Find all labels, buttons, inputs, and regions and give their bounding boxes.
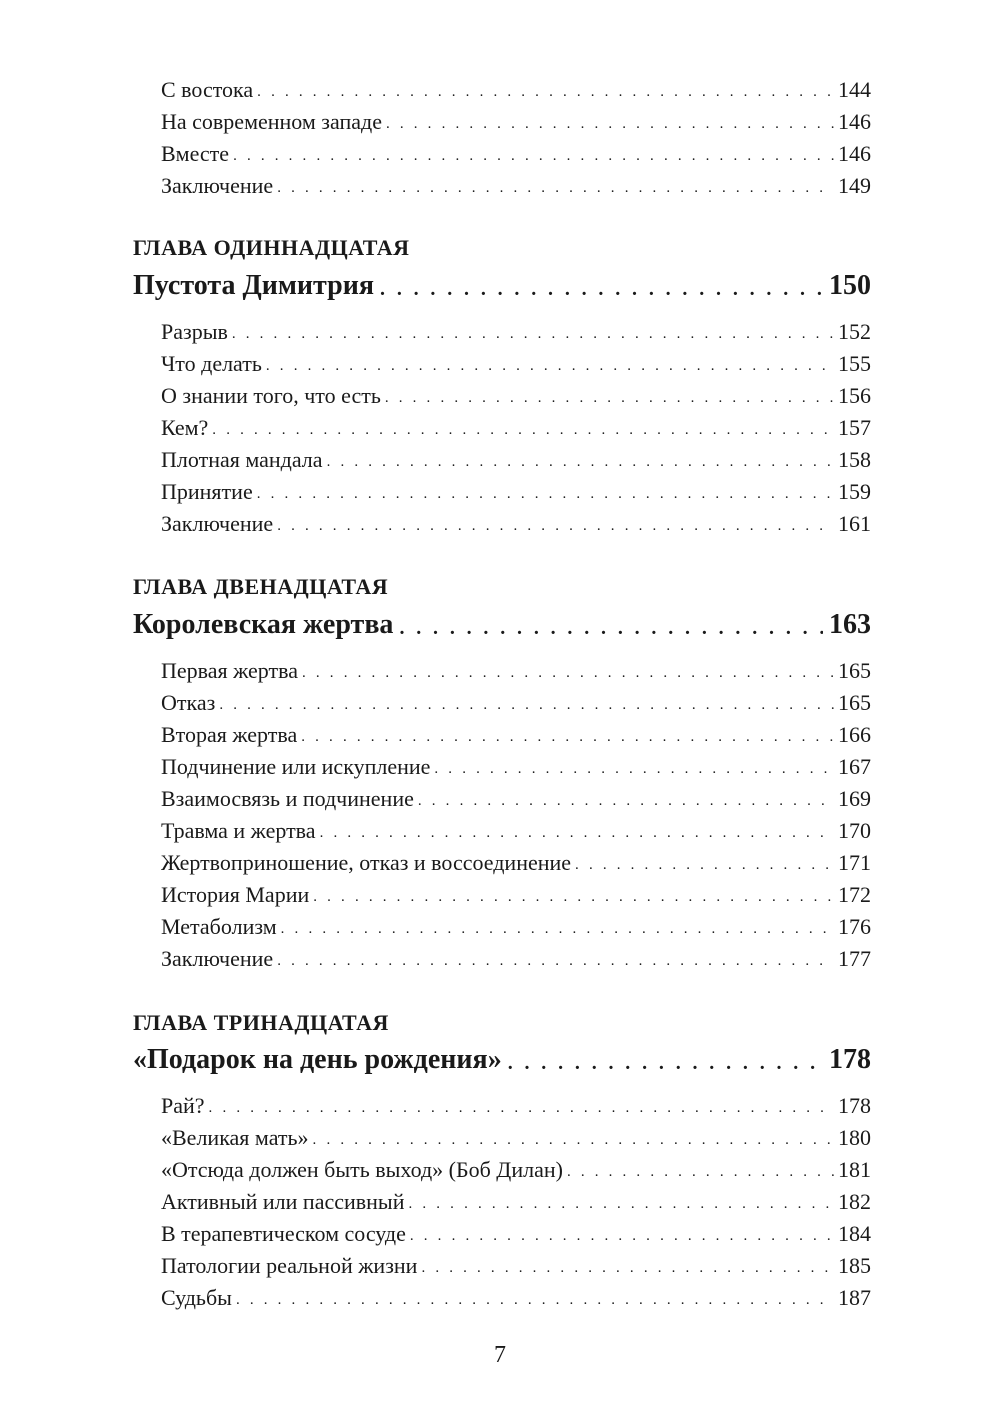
entry-page: 158 <box>838 447 871 472</box>
toc-entry[interactable] <box>161 1122 871 1154</box>
toc-entry[interactable] <box>161 380 871 412</box>
toc-entry[interactable] <box>161 1218 871 1250</box>
entry-page: 172 <box>838 882 871 907</box>
dot-leader <box>567 1158 834 1186</box>
entry-title: Первая жертва <box>161 658 298 683</box>
entry-page: 187 <box>838 1285 871 1310</box>
toc-entry[interactable] <box>161 444 871 476</box>
entry-page: 165 <box>838 690 871 715</box>
entry-title: Плотная мандала <box>161 447 323 472</box>
dot-leader <box>320 819 834 847</box>
dot-leader <box>233 142 834 170</box>
dot-leader <box>508 1046 823 1080</box>
toc-entry[interactable] <box>161 1282 871 1314</box>
dot-leader <box>421 1254 834 1282</box>
entry-title: История Марии <box>161 882 310 907</box>
dot-leader <box>277 947 834 975</box>
entry-page: 159 <box>838 479 871 504</box>
entry-page: 169 <box>838 786 871 811</box>
entry-title: «Отсюда должен быть выход» (Боб Дилан) <box>161 1157 563 1182</box>
entry-title: О знании того, что есть <box>161 383 381 408</box>
toc-entry[interactable] <box>161 687 871 719</box>
entry-title: Принятие <box>161 479 253 504</box>
entry-page: 146 <box>838 141 871 166</box>
dot-leader <box>380 272 823 306</box>
entry-title: Рай? <box>161 1093 205 1118</box>
toc-entry[interactable] <box>161 1186 871 1218</box>
dot-leader <box>209 1094 834 1122</box>
dot-leader <box>434 755 834 783</box>
toc-entry[interactable] <box>161 412 871 444</box>
dot-leader <box>277 174 834 202</box>
entry-title: «Великая мать» <box>161 1125 309 1150</box>
entry-title: Отказ <box>161 690 216 715</box>
dot-leader <box>301 723 834 751</box>
entry-title: Разрыв <box>161 319 228 344</box>
entry-title: Патологии реальной жизни <box>161 1253 418 1278</box>
toc-entry[interactable] <box>161 1250 871 1282</box>
entry-page: 152 <box>838 319 871 344</box>
entry-page: 156 <box>838 383 871 408</box>
chapter-title: «Подарок на день рождения» <box>133 1044 502 1075</box>
entry-page: 176 <box>838 914 871 939</box>
entry-title: Вместе <box>161 141 230 166</box>
entry-title: Заключение <box>161 173 274 198</box>
entry-title: Подчинение или искупление <box>161 754 431 779</box>
chapter-page: 163 <box>829 609 871 640</box>
entry-page: 165 <box>838 658 871 683</box>
entry-page: 146 <box>838 109 871 134</box>
toc-entry[interactable] <box>161 943 871 975</box>
toc-entry[interactable] <box>161 348 871 380</box>
dot-leader <box>410 1222 834 1250</box>
toc-entry[interactable] <box>161 879 871 911</box>
page-number: 7 <box>494 1342 506 1368</box>
chapter-heading: ГЛАВА ОДИННАДЦАТАЯ <box>133 235 410 260</box>
entry-page: 181 <box>838 1157 871 1182</box>
entry-title: Заключение <box>161 946 274 971</box>
entry-page: 167 <box>838 754 871 779</box>
entry-page: 166 <box>838 722 871 747</box>
entry-title: Заключение <box>161 511 274 536</box>
entry-title: Вторая жертва <box>161 722 298 747</box>
chapter-page: 150 <box>829 270 871 301</box>
entry-page: 178 <box>838 1093 871 1118</box>
entry-title: Травма и жертва <box>161 818 316 843</box>
entry-title: На современном западе <box>161 109 382 134</box>
entry-title: С востока <box>161 77 254 102</box>
toc-entry[interactable] <box>161 719 871 751</box>
chapter-page: 178 <box>829 1044 871 1075</box>
entry-title: Метаболизм <box>161 914 277 939</box>
dot-leader <box>266 352 834 380</box>
entry-title: Активный или пассивный <box>161 1189 405 1214</box>
dot-leader <box>575 851 834 879</box>
toc-entry[interactable] <box>161 316 871 348</box>
entry-page: 177 <box>838 946 871 971</box>
entry-page: 171 <box>838 850 871 875</box>
toc-entry[interactable] <box>161 847 871 879</box>
dot-leader <box>212 416 834 444</box>
toc-entry[interactable] <box>161 106 871 138</box>
dot-leader <box>232 320 834 348</box>
chapter-heading: ГЛАВА ТРИНАДЦАТАЯ <box>133 1010 389 1035</box>
dot-leader <box>257 480 834 508</box>
toc-entry[interactable] <box>161 783 871 815</box>
entry-page: 185 <box>838 1253 871 1278</box>
toc-entry[interactable] <box>161 655 871 687</box>
entry-page: 157 <box>838 415 871 440</box>
toc-entry[interactable] <box>161 74 871 106</box>
dot-leader <box>408 1190 834 1218</box>
entry-page: 170 <box>838 818 871 843</box>
entry-title: Жертвоприношение, отказ и воссоединение <box>161 850 572 875</box>
entry-page: 180 <box>838 1125 871 1150</box>
entry-page: 161 <box>838 511 871 536</box>
dot-leader <box>277 512 834 540</box>
entry-page: 149 <box>838 173 871 198</box>
toc-entry[interactable] <box>161 1090 871 1122</box>
entry-title: Кем? <box>161 415 209 440</box>
dot-leader <box>257 78 834 106</box>
dot-leader <box>313 883 834 911</box>
dot-leader <box>219 691 834 719</box>
dot-leader <box>399 611 823 645</box>
entry-page: 144 <box>838 77 871 102</box>
toc-entry[interactable] <box>161 751 871 783</box>
dot-leader <box>385 384 834 412</box>
entry-title: В терапевтическом сосуде <box>161 1221 406 1246</box>
toc-entry[interactable] <box>161 508 871 540</box>
toc-entry[interactable] <box>161 476 871 508</box>
chapter-title-entry[interactable] <box>133 605 871 645</box>
dot-leader <box>386 110 834 138</box>
dot-leader <box>313 1126 834 1154</box>
entry-title: Судьбы <box>161 1285 232 1310</box>
entry-page: 155 <box>838 351 871 376</box>
chapter-heading: ГЛАВА ДВЕНАДЦАТАЯ <box>133 574 389 599</box>
entry-title: Взаимосвязь и подчинение <box>161 786 414 811</box>
entry-page: 182 <box>838 1189 871 1214</box>
dot-leader <box>236 1286 834 1314</box>
dot-leader <box>418 787 834 815</box>
toc-entry[interactable] <box>161 911 871 943</box>
toc-entry[interactable] <box>161 1154 871 1186</box>
entry-title: Что делать <box>161 351 262 376</box>
toc-entry[interactable] <box>161 815 871 847</box>
chapter-title-entry[interactable] <box>133 266 871 306</box>
chapter-title-entry[interactable] <box>133 1040 871 1080</box>
dot-leader <box>281 915 834 943</box>
chapter-title: Пустота Димитрия <box>133 270 375 301</box>
entry-page: 184 <box>838 1221 871 1246</box>
toc-entry[interactable] <box>161 170 871 202</box>
toc-entry[interactable] <box>161 138 871 170</box>
dot-leader <box>327 448 834 476</box>
chapter-title: Королевская жертва <box>133 609 394 640</box>
dot-leader <box>302 659 834 687</box>
